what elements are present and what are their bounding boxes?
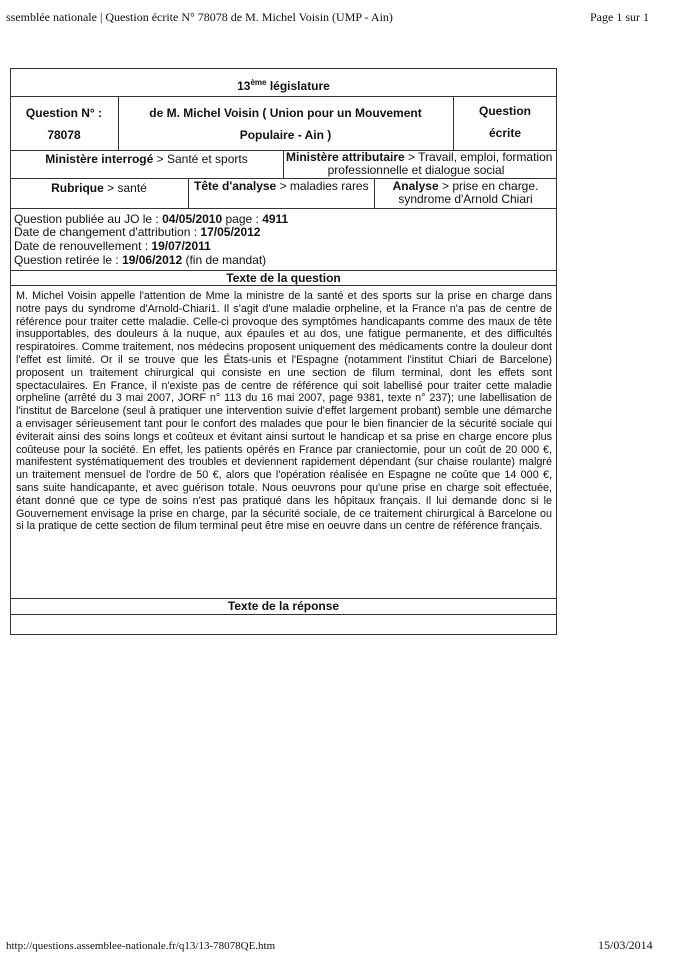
- analyse-label: Analyse: [392, 179, 439, 193]
- page-footer-date: 15/03/2014: [598, 938, 653, 952]
- rubrique-label: Rubrique: [51, 181, 104, 195]
- author-party-line2: Populaire - Ain ): [239, 128, 332, 142]
- ministere-attributaire-value: > Travail, emploi, formation: [404, 150, 553, 164]
- question-number: 78078: [47, 128, 81, 142]
- ministere-attributaire-label: Ministère attributaire: [286, 150, 405, 164]
- withdrawn-reason: (fin de mandat): [182, 253, 267, 267]
- author-prefix: de: [149, 106, 167, 120]
- question-type-line2: écrite: [488, 126, 522, 140]
- ministere-interroge-label: Ministère interrogé: [45, 152, 154, 166]
- question-text-heading: Texte de la question: [226, 271, 341, 285]
- page-header-title: ssemblée nationale | Question écrite N° 78078 de M. Michel Voisin (UMP - Ain): [6, 10, 393, 24]
- response-text-heading: Texte de la réponse: [227, 599, 340, 613]
- published-date: 04/05/2010: [162, 212, 223, 226]
- ministere-interroge: [10, 152, 283, 166]
- legislature-number: 13: [237, 79, 251, 93]
- legislature-label: législature: [266, 79, 330, 93]
- tete-analyse-value: > maladies rares: [276, 179, 369, 193]
- tete-analyse: [194, 179, 374, 193]
- rubrique: [10, 181, 188, 195]
- withdrawn-label: Question retirée le :: [14, 253, 123, 267]
- renew-label: Date de renouvellement :: [14, 239, 152, 253]
- page-value: 4911: [262, 212, 289, 226]
- analyse-value2: syndrome d'Arnold Chiari: [398, 192, 533, 206]
- rubrique-value: > santé: [103, 181, 147, 195]
- date-withdrawn: [14, 253, 266, 267]
- question-text-body: M. Michel Voisin appelle l'attention de Mme la ministre de la santé et des sports sur la prise en charge dans notre pays du syndrome d'Arnold-Chiari1. Il s'agit d'une maladie orpheline, et la France n'a pas de centre de référence pour traiter cette maladie. Celle-ci provoque des symptômes handicapants comme des maux de tête insupportables, des douleurs à la nuque, aux épaules et au dos, une fatigue permanente, et des difficultés respiratoires. Comme traitement, nos médecins proposent uniquement des médicaments contre la douleur dont l'effet est limité. Or il se trouve que les États-unis et l'Espagne (notamment l'institut Chiari de Barcelone) proposent un traitement chirurgical qui consiste en une section de filum terminal, dont les effets sont spectaculaires. En France, il n'existe pas de centre de référence qui soit labellisé pour traiter cette maladie orpheline (arrêté du 3 mai 2007, JORF n° 113 du 16 mai 2007, page 9381, texte n° 237); une labellisation de l'institut de Barcelone (seul à pratiquer une intervention suivie d'effet largement probant) semble une démarche a envisager sérieusement tant pour le confort des malades que pour le bien financier de la sécurité sociale qui éviterait ainsi des soins longs et coûteux et évitant ainsi surtout le handicap et sa prise en charge encore plus coûteuse pour la société. En effet, les patients opérés en France par craniectomie, pour un coût de 20 000 €, manifestent systématiquement des troubles et deviennent rapidement dépendant (sur chaise roulante) malgré un traitement mensuel de l'ordre de 50 €, alors que l'opération réalisée en Espagne ne coûte que 14 000 €, sans suite handicapante, et avec guérison totale. Nous oeuvrons pour qu'une prise en charge soit effectuée, étant donné que ce type de soins n'est pas pratiqué dans les hôpitaux français. Il lui demande donc si le Gouvernement envisage la prise en charge, par la sécurité sociale, de ce traitement chirurgical à Barcelone ou si la pratique de cette section de filum terminal peut être mise en oeuvre dans un centre de référence français.: [16, 290, 552, 533]
- date-renewal: [14, 239, 211, 253]
- question-number-label: Question N° :: [25, 106, 103, 120]
- analyse-value: > prise en charge.: [438, 179, 539, 193]
- page-number: Page 1 sur 1: [590, 10, 649, 24]
- author-name: M. Michel Voisin: [166, 106, 260, 120]
- legislature-heading: [10, 76, 557, 93]
- author-party-line1: ( Union pour un Mouvement: [259, 106, 422, 120]
- change-label: Date de changement d'attribution :: [14, 225, 201, 239]
- page-footer-url[interactable]: http://questions.assemblee-nationale.fr/q13/13-78078QE.htm: [6, 940, 276, 952]
- analyse: [374, 179, 557, 193]
- question-type-line1: Question: [478, 104, 531, 118]
- date-published: [14, 212, 288, 226]
- renew-date: 19/07/2011: [151, 239, 211, 253]
- ministere-attributaire: [286, 150, 556, 164]
- tete-analyse-label: Tête d'analyse: [194, 179, 277, 193]
- date-change: [14, 225, 260, 239]
- change-date: 17/05/2012: [200, 225, 261, 239]
- ministere-attributaire-value2: professionnelle et dialogue social: [327, 163, 505, 177]
- page-label: page :: [222, 212, 263, 226]
- legislature-suffix: ème: [250, 78, 267, 87]
- ministere-interroge-value: > Santé et sports: [153, 152, 248, 166]
- withdrawn-date: 19/06/2012: [122, 253, 183, 267]
- published-label: Question publiée au JO le :: [14, 212, 163, 226]
- question-author: [118, 106, 453, 120]
